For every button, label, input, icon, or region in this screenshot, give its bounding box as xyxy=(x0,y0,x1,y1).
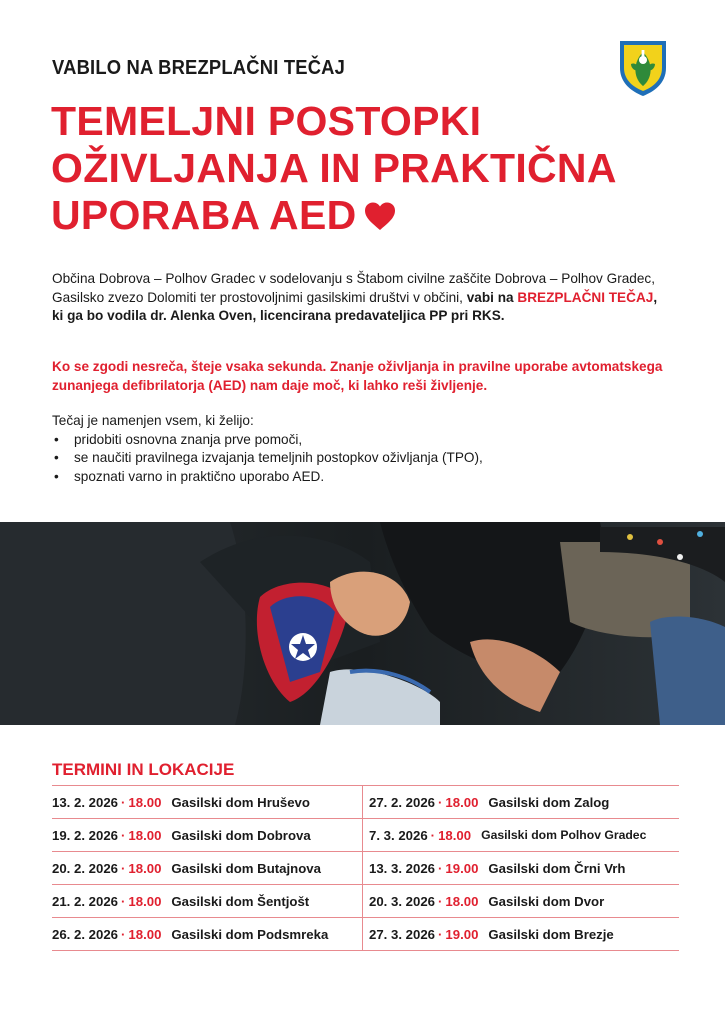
entry-date: 7. 3. 2026 xyxy=(369,827,428,843)
entry-time: 18.00 xyxy=(128,827,162,843)
schedule-entry xyxy=(363,885,679,917)
entry-separator: · xyxy=(430,827,436,843)
intro-text-2: vabi na xyxy=(466,289,514,305)
intro-text-1: Občina Dobrova – Polhov Gradec v sodelovanju s Štabom civilne zaščite Dobrova – Polhov Gradec, Gasilsko zvezo Dolomiti ter prostovoljnimi gasilskimi društvi v občini, xyxy=(52,271,655,305)
entry-place: Gasilski dom Brezje xyxy=(488,926,614,942)
entry-place: Gasilski dom Podsmreka xyxy=(171,926,329,942)
entry-time: 19.00 xyxy=(445,860,479,876)
purpose-item: • pridobiti osnovna znanja prve pomoči, xyxy=(52,431,672,450)
entry-place: Gasilski dom Polhov Gradec xyxy=(481,828,647,842)
purpose-lead: Tečaj je namenjen vsem, ki želijo: xyxy=(52,413,254,428)
entry-place: Gasilski dom Hruševo xyxy=(171,794,310,810)
entry-separator: · xyxy=(438,926,443,942)
purpose-item: • se naučiti pravilnega izvajanja temeljnih postopkov oživljanja (TPO), xyxy=(52,449,672,468)
schedule-entry xyxy=(52,852,363,884)
entry-time: 18.00 xyxy=(128,794,162,810)
schedule-entry xyxy=(52,786,363,818)
entry-time: 18.00 xyxy=(445,794,479,810)
schedule-entry xyxy=(52,918,363,950)
entry-separator: · xyxy=(438,794,443,810)
entry-date: 27. 3. 2026 xyxy=(369,926,435,942)
entry-separator: · xyxy=(121,827,126,843)
entry-date: 21. 2. 2026 xyxy=(52,893,118,909)
entry-time: 19.00 xyxy=(445,926,479,942)
purpose-item: • spoznati varno in praktično uporabo AED. xyxy=(52,468,672,487)
table-row xyxy=(52,852,679,885)
entry-date: 26. 2. 2026 xyxy=(52,926,118,942)
entry-date: 13. 2. 2026 xyxy=(52,794,118,810)
entry-separator: · xyxy=(121,794,126,810)
entry-date: 13. 3. 2026 xyxy=(369,860,435,876)
schedule-entry xyxy=(363,852,679,884)
entry-date: 20. 2. 2026 xyxy=(52,860,118,876)
entry-place: Gasilski dom Dvor xyxy=(488,893,605,909)
table-row xyxy=(52,785,679,819)
schedule-entry xyxy=(52,885,363,917)
entry-time: 18.00 xyxy=(128,926,162,942)
entry-separator: · xyxy=(121,860,126,876)
schedule-table xyxy=(52,785,679,951)
entry-place: Gasilski dom Zalog xyxy=(488,794,610,810)
entry-separator: · xyxy=(438,893,443,909)
intro-free-course: BREZPLAČNI TEČAJ xyxy=(517,289,654,305)
entry-place: Gasilski dom Butajnova xyxy=(171,860,321,876)
entry-place: Gasilski dom Črni Vrh xyxy=(488,860,626,876)
entry-place: Gasilski dom Dobrova xyxy=(171,827,311,843)
course-title xyxy=(51,98,711,239)
title-line-2: OŽIVLJANJA IN PRAKTIČNA xyxy=(51,145,617,191)
entry-date: 19. 2. 2026 xyxy=(52,827,118,843)
entry-time: 18.00 xyxy=(438,827,472,843)
invitation-eyebrow: VABILO NA BREZPLAČNI TEČAJ xyxy=(52,57,346,79)
intro-text-4: , ki ga bo vodila dr. Alenka Oven, licencirana predavateljica PP pri RKS. xyxy=(52,289,658,323)
entry-date: 27. 2. 2026 xyxy=(369,794,435,810)
schedule-entry xyxy=(363,918,679,950)
entry-date: 20. 3. 2026 xyxy=(369,893,435,909)
entry-time: 18.00 xyxy=(128,893,162,909)
table-row xyxy=(52,885,679,918)
schedule-entry xyxy=(52,819,363,851)
municipality-crest-icon xyxy=(617,38,669,98)
purpose-section xyxy=(52,412,672,486)
schedule-entry xyxy=(363,786,679,818)
heart-icon xyxy=(363,201,397,231)
intro-paragraph xyxy=(52,270,672,326)
cpr-training-photo xyxy=(0,522,725,725)
entry-time: 18.00 xyxy=(445,893,479,909)
title-line-3 xyxy=(51,192,711,239)
entry-separator: · xyxy=(121,893,126,909)
schedule-entry xyxy=(363,819,679,851)
title-line-1: TEMELJNI POSTOPKI xyxy=(51,98,482,144)
entry-separator: · xyxy=(121,926,126,942)
table-row xyxy=(52,819,679,852)
entry-place: Gasilski dom Šentjošt xyxy=(171,893,310,909)
purpose-list xyxy=(52,431,672,487)
entry-time: 18.00 xyxy=(128,860,162,876)
entry-separator: · xyxy=(438,860,443,876)
warning-paragraph: Ko se zgodi nesreča, šteje vsaka sekunda. Znanje oživljanja in pravilne uporabe avtomatskega zunanjega defibrilatorja (AED) nam daje moč, ki lahko reši življenje. xyxy=(52,359,663,393)
title-line-3-text: UPORABA AED xyxy=(51,192,357,238)
schedule-title: TERMINI IN LOKACIJE xyxy=(52,760,235,779)
table-row xyxy=(52,918,679,951)
